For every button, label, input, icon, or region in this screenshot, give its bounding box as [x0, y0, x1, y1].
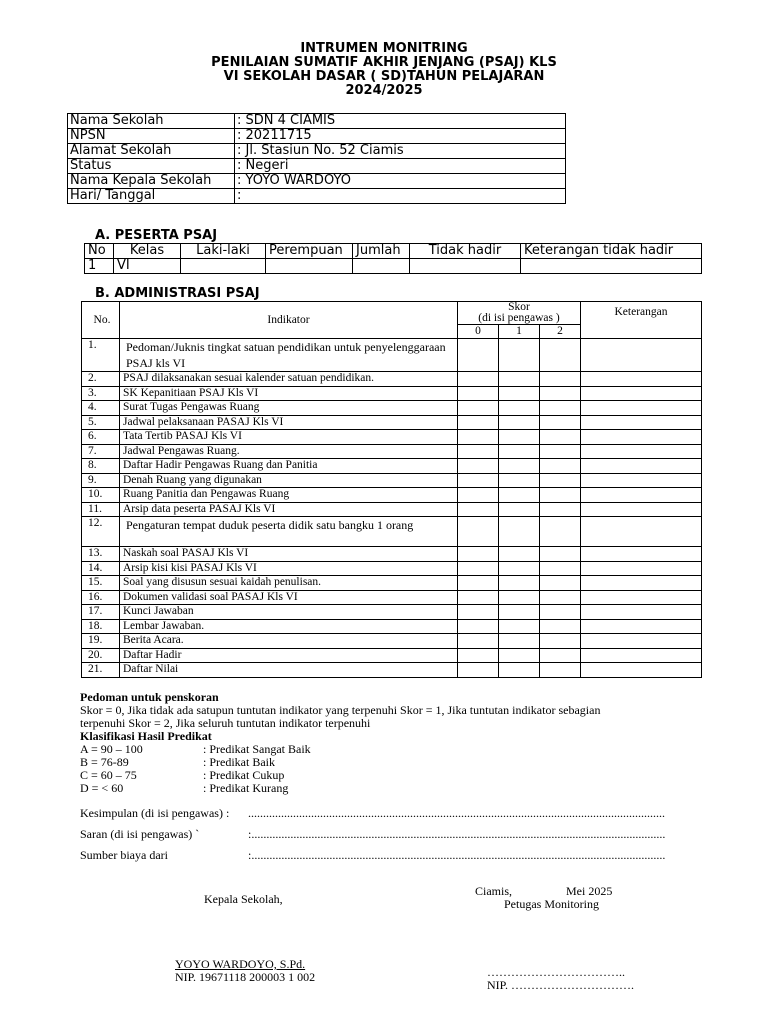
classification-range: C = 60 – 75	[80, 768, 137, 782]
info-row	[68, 144, 566, 159]
skor-2-cell[interactable]	[540, 401, 581, 416]
classification-label: : Predikat Kurang	[203, 781, 289, 795]
skor-1-header: 1	[499, 325, 540, 339]
section-b-heading: B. ADMINISTRASI PSAJ	[95, 286, 260, 301]
row-no: 4.	[82, 401, 120, 416]
table-row	[82, 415, 702, 430]
skor-0-cell[interactable]	[458, 502, 499, 517]
row-indikator: Pengaturan tempat duduk peserta didik satu bangku 1 orang	[120, 517, 458, 547]
skor-0-cell[interactable]	[458, 401, 499, 416]
adm-header-row	[82, 302, 702, 325]
skor-2-cell[interactable]	[540, 473, 581, 488]
skor-2-cell[interactable]	[540, 444, 581, 459]
skor-2-cell[interactable]	[540, 576, 581, 591]
row-no: 16.	[82, 590, 120, 605]
row-no: 6.	[82, 430, 120, 445]
skor-0-cell[interactable]	[458, 488, 499, 503]
skor-0-cell[interactable]	[458, 619, 499, 634]
row-no: 15.	[82, 576, 120, 591]
skor-1-cell[interactable]	[499, 386, 540, 401]
cell: 1	[85, 259, 114, 274]
left-signature-title: Kepala Sekolah,	[204, 892, 283, 906]
table-row	[82, 502, 702, 517]
col-header: Jumlah	[353, 244, 410, 259]
keterangan-cell[interactable]	[581, 488, 702, 503]
skor-1-cell[interactable]	[499, 430, 540, 445]
cell	[266, 259, 353, 274]
row-no: 17.	[82, 605, 120, 620]
row-no: 1.	[82, 339, 120, 372]
table-row	[82, 339, 702, 372]
skor-1-cell[interactable]	[499, 339, 540, 372]
skor-1-cell[interactable]	[499, 517, 540, 547]
info-label: Alamat Sekolah	[68, 144, 235, 159]
col-header: Kelas	[114, 244, 181, 259]
classification-range: D = < 60	[80, 781, 124, 795]
keterangan-cell[interactable]	[581, 459, 702, 474]
participants-table	[84, 243, 702, 274]
skor-0-cell[interactable]	[458, 473, 499, 488]
skor-label: Skor	[508, 301, 530, 313]
skor-0-cell[interactable]	[458, 415, 499, 430]
table-row	[82, 663, 702, 678]
classification-item	[80, 769, 720, 782]
info-value: : 20211715	[235, 129, 566, 144]
table-row	[82, 401, 702, 416]
row-indikator: Dokumen validasi soal PASAJ Kls VI	[120, 590, 458, 605]
place-date: Ciamis, Mei 2025	[475, 884, 613, 898]
skor-2-cell[interactable]	[540, 619, 581, 634]
cell	[181, 259, 266, 274]
row-indikator: Soal yang disusun sesuai kaidah penulisan.	[120, 576, 458, 591]
row-indikator: Surat Tugas Pengawas Ruang	[120, 401, 458, 416]
skor-0-cell[interactable]	[458, 547, 499, 562]
row-indikator: Tata Tertib PASAJ Kls VI	[120, 430, 458, 445]
info-value: : YOYO WARDOYO	[235, 174, 566, 189]
row-no: 2.	[82, 372, 120, 387]
skor-0-cell[interactable]	[458, 663, 499, 678]
scoring-guide	[80, 691, 720, 795]
skor-0-cell[interactable]	[458, 634, 499, 649]
table-row	[82, 619, 702, 634]
row-no: 19.	[82, 634, 120, 649]
skor-1-cell[interactable]	[499, 459, 540, 474]
keterangan-cell[interactable]	[581, 502, 702, 517]
table-row	[82, 634, 702, 649]
row-indikator: Arsip kisi kisi PASAJ Kls VI	[120, 561, 458, 576]
skor-2-cell[interactable]	[540, 459, 581, 474]
info-value: :	[235, 189, 566, 204]
scoring-line-1: Skor = 0, Jika tidak ada satupun tuntutan indikator yang terpenuhi Skor = 1, Jika tuntutan indikator sebagian	[80, 703, 601, 717]
table-row	[82, 605, 702, 620]
table-row	[82, 517, 702, 547]
col-header: Laki-laki	[181, 244, 266, 259]
table-row	[82, 444, 702, 459]
keterangan-cell[interactable]	[581, 444, 702, 459]
row-no: 13.	[82, 547, 120, 562]
classification-label: : Predikat Cukup	[203, 768, 285, 782]
col-no-header: No.	[82, 302, 120, 339]
cell: VI	[114, 259, 181, 274]
keterangan-cell[interactable]	[581, 619, 702, 634]
classification-heading: Klasifikasi Hasil Predikat	[80, 729, 212, 743]
fill-dots: :..........................................................................................................................................	[248, 849, 666, 862]
skor-0-cell[interactable]	[458, 459, 499, 474]
row-indikator: Daftar Hadir	[120, 648, 458, 663]
skor-0-cell[interactable]	[458, 590, 499, 605]
skor-2-cell[interactable]	[540, 634, 581, 649]
info-label: Nama Sekolah	[68, 114, 235, 129]
table-row	[82, 386, 702, 401]
left-signer-nip: NIP. 19671118 200003 1 002	[175, 970, 316, 984]
classification-item	[80, 756, 720, 769]
keterangan-cell[interactable]	[581, 401, 702, 416]
skor-2-cell[interactable]	[540, 547, 581, 562]
keterangan-cell[interactable]	[581, 547, 702, 562]
table-row	[82, 372, 702, 387]
skor-1-cell[interactable]	[499, 473, 540, 488]
left-signer-name: YOYO WARDOYO, S.Pd.	[175, 957, 306, 971]
table-row	[82, 590, 702, 605]
table-row	[82, 473, 702, 488]
keterangan-cell[interactable]	[581, 605, 702, 620]
title-line-3: VI SEKOLAH DASAR ( SD)TAHUN PELAJARAN	[223, 69, 545, 84]
row-indikator: Jadwal pelaksanaan PASAJ Kls VI	[120, 415, 458, 430]
right-signer-nip: NIP. ………………………….	[487, 978, 635, 992]
info-label: Nama Kepala Sekolah	[68, 174, 235, 189]
skor-1-cell[interactable]	[499, 488, 540, 503]
skor-1-cell[interactable]	[499, 444, 540, 459]
fill-label: Sumber biaya dari	[80, 848, 168, 862]
row-indikator: PSAJ dilaksanakan sesuai kalender satuan pendidikan.	[120, 372, 458, 387]
keterangan-cell[interactable]	[581, 590, 702, 605]
fill-label: Saran (di isi pengawas) `	[80, 827, 200, 841]
fill-line-saran	[80, 828, 720, 849]
row-indikator: Jadwal Pengawas Ruang.	[120, 444, 458, 459]
skor-0-cell[interactable]	[458, 386, 499, 401]
row-no: 3.	[82, 386, 120, 401]
info-label: NPSN	[68, 129, 235, 144]
row-indikator: Ruang Panitia dan Pengawas Ruang	[120, 488, 458, 503]
info-value: : Negeri	[235, 159, 566, 174]
keterangan-cell[interactable]	[581, 663, 702, 678]
row-no: 21.	[82, 663, 120, 678]
skor-2-cell[interactable]	[540, 590, 581, 605]
classification-range: B = 76-89	[80, 755, 129, 769]
col-header: Perempuan	[266, 244, 353, 259]
row-indikator: Pedoman/Juknis tingkat satuan pendidikan untuk penyelenggaraan PSAJ kls VI	[120, 339, 458, 372]
skor-1-cell[interactable]	[499, 372, 540, 387]
section-a-heading: A. PESERTA PSAJ	[95, 228, 218, 243]
title-line-2: PENILAIAN SUMATIF AKHIR JENJANG (PSAJ) KLS	[211, 55, 557, 70]
row-indikator: Denah Ruang yang digunakan	[120, 473, 458, 488]
skor-1-cell[interactable]	[499, 576, 540, 591]
right-signature-title: Petugas Monitoring	[504, 897, 599, 911]
col-header: Tidak hadir	[410, 244, 521, 259]
info-row	[68, 129, 566, 144]
info-row	[68, 114, 566, 129]
row-no: 7.	[82, 444, 120, 459]
row-indikator: Daftar Nilai	[120, 663, 458, 678]
row-no: 5.	[82, 415, 120, 430]
table-row	[82, 459, 702, 474]
skor-1-cell[interactable]	[499, 401, 540, 416]
skor-0-cell[interactable]	[458, 648, 499, 663]
skor-1-cell[interactable]	[499, 663, 540, 678]
table-row	[82, 547, 702, 562]
row-indikator: Naskah soal PASAJ Kls VI	[120, 547, 458, 562]
col-skor-header	[458, 302, 581, 325]
keterangan-cell[interactable]	[581, 386, 702, 401]
row-indikator: Berita Acara.	[120, 634, 458, 649]
info-label: Hari/ Tanggal	[68, 189, 235, 204]
skor-2-cell[interactable]	[540, 430, 581, 445]
keterangan-cell[interactable]	[581, 372, 702, 387]
title-line-4: 2024/2025	[345, 83, 423, 98]
keterangan-cell[interactable]	[581, 517, 702, 547]
keterangan-cell[interactable]	[581, 415, 702, 430]
skor-0-cell[interactable]	[458, 339, 499, 372]
row-no: 8.	[82, 459, 120, 474]
keterangan-cell[interactable]	[581, 430, 702, 445]
skor-note: (di isi pengawas )	[478, 312, 560, 324]
classification-label: : Predikat Baik	[203, 755, 275, 769]
skor-0-cell[interactable]	[458, 605, 499, 620]
skor-2-cell[interactable]	[540, 663, 581, 678]
scoring-line-2: terpenuhi Skor = 2, Jika seluruh tuntutan indikator terpenuhi	[80, 716, 371, 730]
participants-row	[85, 259, 702, 274]
table-row	[82, 561, 702, 576]
info-row	[68, 189, 566, 204]
info-row	[68, 174, 566, 189]
col-indikator-header: Indikator	[120, 302, 458, 339]
skor-1-cell[interactable]	[499, 605, 540, 620]
skor-2-cell[interactable]	[540, 502, 581, 517]
keterangan-cell[interactable]	[581, 634, 702, 649]
skor-2-cell[interactable]	[540, 488, 581, 503]
document-title	[0, 42, 768, 98]
col-keterangan-header: Keterangan	[581, 302, 702, 339]
cell	[521, 259, 702, 274]
title-line-1: INTRUMEN MONITRING	[300, 41, 468, 56]
fill-line-sumber-biaya	[80, 849, 720, 870]
col-header: No	[85, 244, 114, 259]
row-no: 10.	[82, 488, 120, 503]
skor-2-cell[interactable]	[540, 372, 581, 387]
skor-1-cell[interactable]	[499, 547, 540, 562]
skor-1-cell[interactable]	[499, 648, 540, 663]
classification-item	[80, 743, 720, 756]
classification-list	[80, 743, 720, 795]
skor-0-cell[interactable]	[458, 372, 499, 387]
skor-0-header: 0	[458, 325, 499, 339]
table-row	[82, 430, 702, 445]
fill-line-kesimpulan	[80, 807, 720, 828]
row-indikator: SK Kepanitiaan PSAJ Kls VI	[120, 386, 458, 401]
skor-1-cell[interactable]	[499, 415, 540, 430]
classification-label: : Predikat Sangat Baik	[203, 742, 311, 756]
row-indikator: Arsip data peserta PASAJ Kls VI	[120, 502, 458, 517]
info-value: : SDN 4 CIAMIS	[235, 114, 566, 129]
info-value: : Jl. Stasiun No. 52 Ciamis	[235, 144, 566, 159]
right-signer-name: ……………………………..	[487, 965, 625, 979]
adm-body	[82, 339, 702, 678]
skor-0-cell[interactable]	[458, 561, 499, 576]
classification-range: A = 90 – 100	[80, 742, 143, 756]
skor-0-cell[interactable]	[458, 444, 499, 459]
keterangan-cell[interactable]	[581, 648, 702, 663]
skor-0-cell[interactable]	[458, 576, 499, 591]
skor-0-cell[interactable]	[458, 430, 499, 445]
skor-2-cell[interactable]	[540, 339, 581, 372]
fill-dots: ...........................................................................................................................................	[248, 807, 665, 820]
participants-header-row	[85, 244, 702, 259]
info-label: Status	[68, 159, 235, 174]
skor-0-cell[interactable]	[458, 517, 499, 547]
skor-2-header: 2	[540, 325, 581, 339]
classification-item	[80, 782, 720, 795]
administration-table	[81, 301, 702, 678]
skor-1-cell[interactable]	[499, 502, 540, 517]
table-row	[82, 648, 702, 663]
row-indikator: Daftar Hadir Pengawas Ruang dan Panitia	[120, 459, 458, 474]
table-row	[82, 488, 702, 503]
skor-2-cell[interactable]	[540, 415, 581, 430]
row-no: 12.	[82, 517, 120, 547]
table-row	[82, 576, 702, 591]
row-no: 18.	[82, 619, 120, 634]
skor-1-cell[interactable]	[499, 619, 540, 634]
fill-dots: :..........................................................................................................................................	[248, 828, 666, 841]
keterangan-cell[interactable]	[581, 576, 702, 591]
skor-1-cell[interactable]	[499, 561, 540, 576]
keterangan-cell[interactable]	[581, 473, 702, 488]
keterangan-cell[interactable]	[581, 339, 702, 372]
skor-2-cell[interactable]	[540, 605, 581, 620]
skor-2-cell[interactable]	[540, 386, 581, 401]
skor-1-cell[interactable]	[499, 590, 540, 605]
cell	[410, 259, 521, 274]
school-info-table	[67, 113, 566, 204]
fill-lines	[80, 807, 720, 870]
keterangan-cell[interactable]	[581, 561, 702, 576]
skor-2-cell[interactable]	[540, 561, 581, 576]
row-no: 14.	[82, 561, 120, 576]
row-no: 11.	[82, 502, 120, 517]
row-no: 20.	[82, 648, 120, 663]
row-indikator: Lembar Jawaban.	[120, 619, 458, 634]
row-no: 9.	[82, 473, 120, 488]
info-row	[68, 159, 566, 174]
row-indikator: Kunci Jawaban	[120, 605, 458, 620]
skor-2-cell[interactable]	[540, 648, 581, 663]
cell	[353, 259, 410, 274]
scoring-heading: Pedoman untuk penskoran	[80, 690, 219, 704]
skor-2-cell[interactable]	[540, 517, 581, 547]
skor-1-cell[interactable]	[499, 634, 540, 649]
fill-label: Kesimpulan (di isi pengawas) :	[80, 806, 230, 820]
col-header: Keterangan tidak hadir	[521, 244, 702, 259]
